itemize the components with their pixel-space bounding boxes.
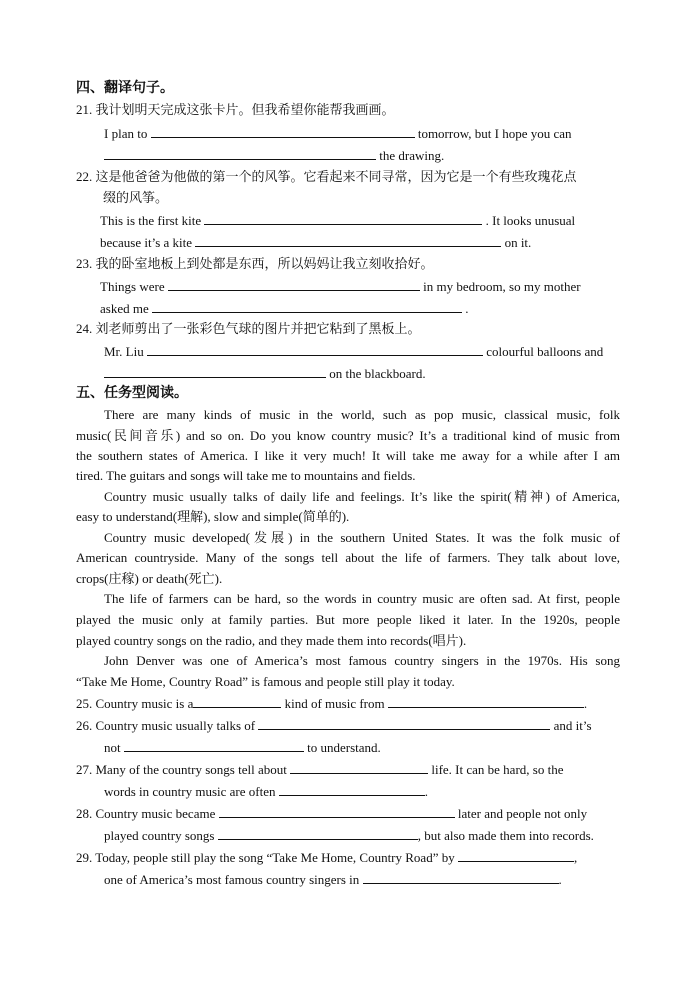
q23-blank-1[interactable]	[168, 277, 420, 291]
q29-blank-2[interactable]	[363, 870, 559, 884]
passage-line: John Denver was one of America’s most famous country singers in the 1970s. His song	[104, 653, 620, 668]
section-4-title: 四、翻译句子。	[76, 81, 174, 96]
q25-blank-1[interactable]	[193, 694, 281, 708]
q25-blank-2[interactable]	[388, 694, 584, 708]
passage-line: There are many kinds of music in the world, such as pop music, classical music, folk	[104, 407, 620, 422]
q25: 25. Country music is a kind of music from .	[76, 696, 588, 711]
q21-answer-line1: I plan to tomorrow, but I hope you can	[104, 126, 572, 141]
q28-blank-1[interactable]	[219, 804, 455, 818]
q27-line1: 27. Many of the country songs tell about life. It can be hard, so the	[76, 762, 564, 777]
passage-line: crops(庄稼) or death(死亡).	[76, 571, 223, 586]
q23-prompt: 23. 我的卧室地板上到处都是东西，所以妈妈让我立刻收拾好。	[76, 256, 434, 271]
passage-line: Country music developed(发展) in the southern United States. It was the folk music of	[104, 530, 620, 545]
q27-line2: words in country music are often .	[104, 784, 428, 799]
passage-line: American countryside. Many of the songs tell about the life of farmers. They talk about love,	[76, 550, 620, 565]
passage-line: Country music usually talks of daily life and feelings. It’s like the spirit(精神) of America,	[104, 489, 620, 504]
q24-blank-2[interactable]	[104, 364, 326, 378]
q28-line2: played country songs , but also made them into records.	[104, 828, 594, 843]
passage-line: played country songs on the radio, and they made them into records(唱片).	[76, 633, 467, 648]
q29-line2: one of America’s most famous country singers in .	[104, 872, 562, 887]
passage-line: The life of farmers can be hard, so the words in country music are often sad. At first, people	[104, 591, 620, 606]
q27-blank-1[interactable]	[290, 760, 428, 774]
passage-line: “Take Me Home, Country Road” is famous and people still play it today.	[76, 674, 455, 689]
q24-answer-line2: on the blackboard.	[104, 364, 426, 383]
q21-blank-2[interactable]	[104, 146, 376, 160]
q24-answer-line1: Mr. Liu colourful balloons and	[104, 344, 604, 359]
q22-prompt-line2: 缀的风筝。	[103, 190, 169, 205]
q26-line2: not to understand.	[104, 740, 381, 755]
q23-blank-2[interactable]	[152, 299, 462, 313]
q29-line1: 29. Today, people still play the song “Take Me Home, Country Road” by ,	[76, 850, 578, 865]
q28-line1: 28. Country music became later and people not only	[76, 806, 588, 821]
q23-answer-line2: asked me .	[100, 301, 469, 316]
passage-line: played the music only at family parties. But more people liked it later. In the 1920s, people	[76, 612, 620, 627]
q21-answer-line2: the drawing.	[104, 146, 444, 165]
q24-blank-1[interactable]	[147, 342, 483, 356]
q26-blank-2[interactable]	[124, 738, 304, 752]
q26-line1: 26. Country music usually talks of and it’s	[76, 718, 592, 733]
q22-blank-2[interactable]	[195, 233, 501, 247]
passage-line: music(民间音乐) and so on. Do you know country music? It’s a traditional kind of music from	[76, 428, 620, 443]
q22-answer-line2: because it’s a kite on it.	[100, 235, 532, 250]
passage-line: the southern states of America. I like it very much! It will take me away for a while after I am	[76, 448, 620, 463]
q22-answer-line1: This is the first kite . It looks unusual	[100, 213, 576, 228]
q23-answer-line1: Things were in my bedroom, so my mother	[100, 279, 581, 294]
q24-prompt: 24. 刘老师剪出了一张彩色气球的图片并把它粘到了黑板上。	[76, 321, 421, 336]
q28-blank-2[interactable]	[218, 826, 418, 840]
q21-prompt: 21. 我计划明天完成这张卡片。但我希望你能帮我画画。	[76, 102, 395, 117]
passage-line: tired. The guitars and songs will take me to mountains and fields.	[76, 468, 416, 483]
q22-prompt-line1: 22. 这是他爸爸为他做的第一个的风筝。它看起来不同寻常，因为它是一个有些玫瑰花点	[76, 169, 577, 184]
passage-line: easy to understand(理解), slow and simple(简单的).	[76, 509, 350, 524]
q22-blank-1[interactable]	[204, 211, 482, 225]
q29-blank-1[interactable]	[458, 848, 574, 862]
q21-blank-1[interactable]	[151, 124, 415, 138]
section-5-title: 五、任务型阅读。	[76, 386, 188, 401]
q27-blank-2[interactable]	[279, 782, 425, 796]
q26-blank-1[interactable]	[258, 716, 550, 730]
